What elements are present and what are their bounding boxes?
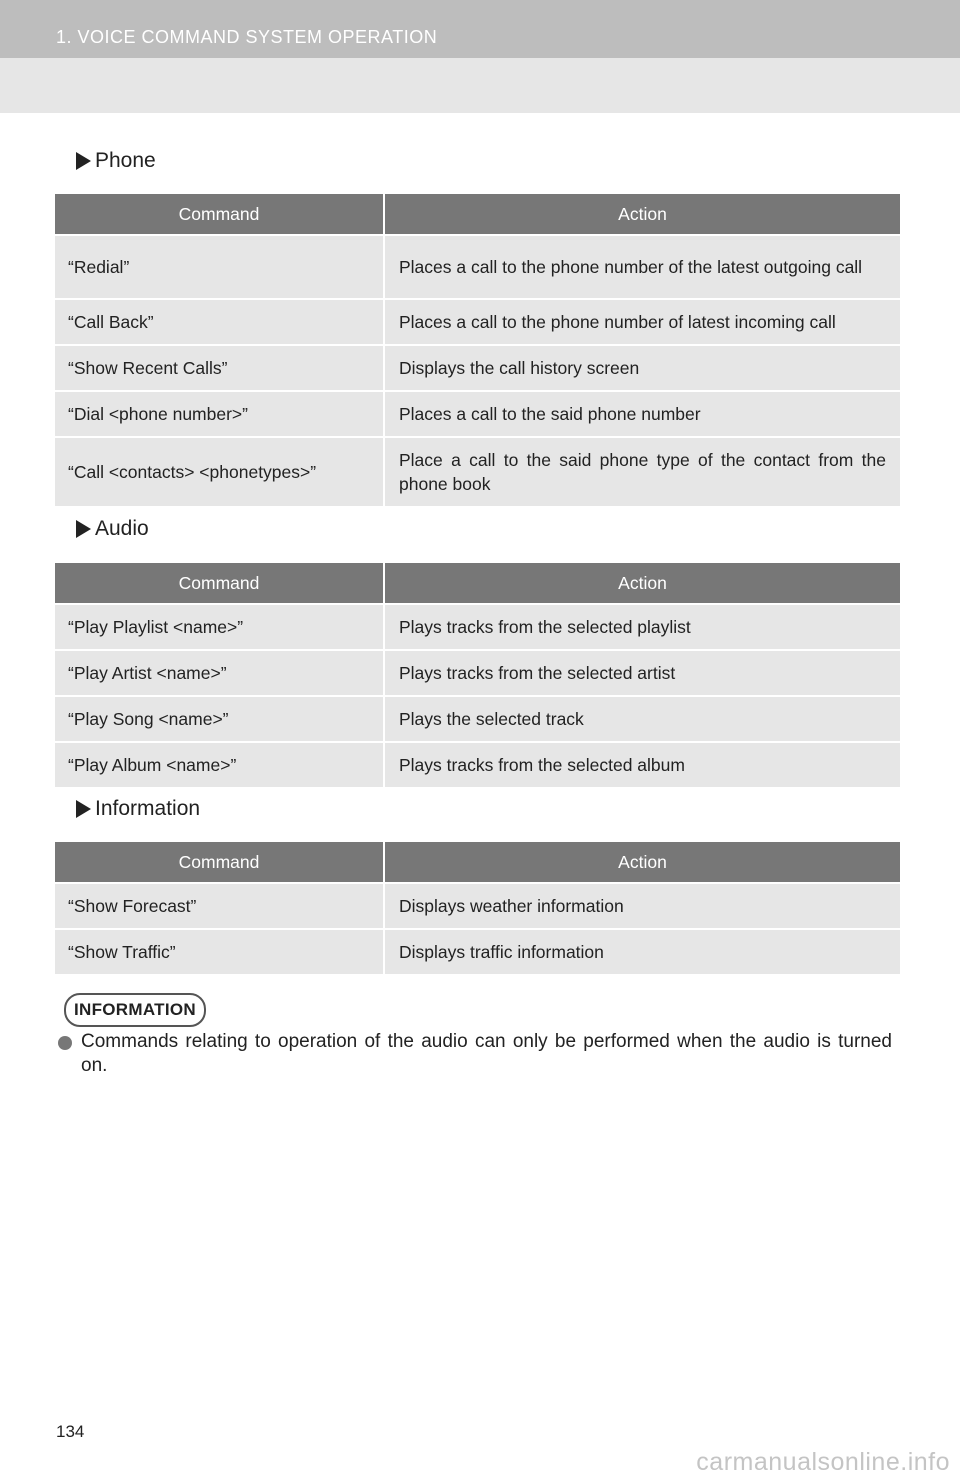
table-row	[55, 235, 900, 299]
command-cell: “Play Song <name>”	[55, 696, 384, 742]
command-cell: “Show Forecast”	[55, 883, 384, 929]
section-heading-audio	[76, 517, 149, 541]
section-title: 1. VOICE COMMAND SYSTEM OPERATION	[56, 27, 438, 47]
audio-command-table	[55, 563, 900, 787]
table-row	[55, 345, 900, 391]
information-item	[58, 1030, 892, 1078]
section-heading-label: Information	[95, 797, 201, 820]
column-header-command: Command	[55, 563, 384, 604]
column-header-command: Command	[55, 194, 384, 235]
information-text: Commands relating to operation of the audio can only be performed when the audio is turned on.	[81, 1031, 892, 1076]
watermark: carmanualsonline.info	[696, 1448, 950, 1476]
action-cell: Places a call to the said phone number	[384, 391, 900, 437]
table-row	[55, 929, 900, 974]
table-row	[55, 604, 900, 650]
column-header-action: Action	[384, 842, 900, 883]
command-cell: “Show Traffic”	[55, 929, 384, 974]
action-cell: Plays the selected track	[384, 696, 900, 742]
command-cell: “Redial”	[55, 235, 384, 299]
command-cell: “Dial <phone number>”	[55, 391, 384, 437]
table-row	[55, 299, 900, 345]
table-header-row	[55, 842, 900, 883]
section-heading-label: Phone	[95, 149, 156, 172]
command-cell: “Call <contacts> <phonetypes>”	[55, 437, 384, 506]
table-row	[55, 696, 900, 742]
command-cell: “Play Artist <name>”	[55, 650, 384, 696]
section-heading-information	[76, 797, 200, 821]
header-bar	[0, 0, 960, 58]
table-header-row	[55, 194, 900, 235]
section-heading-label: Audio	[95, 517, 149, 540]
information-command-table	[55, 842, 900, 974]
bullet-icon	[58, 1036, 72, 1050]
table-row	[55, 437, 900, 506]
table-row	[55, 742, 900, 787]
triangle-right-icon	[76, 152, 91, 170]
page-number: 134	[56, 1422, 85, 1441]
action-cell: Plays tracks from the selected artist	[384, 650, 900, 696]
action-cell: Places a call to the phone number of the latest outgoing call	[384, 235, 900, 299]
command-cell: “Play Album <name>”	[55, 742, 384, 787]
action-cell: Displays the call history screen	[384, 345, 900, 391]
action-cell: Plays tracks from the selected playlist	[384, 604, 900, 650]
triangle-right-icon	[76, 800, 91, 818]
action-cell: Places a call to the phone number of latest incoming call	[384, 299, 900, 345]
column-header-action: Action	[384, 563, 900, 604]
action-cell: Displays weather information	[384, 883, 900, 929]
column-header-action: Action	[384, 194, 900, 235]
header-subbar	[0, 58, 960, 113]
action-cell: Place a call to the said phone type of the contact from the phone book	[384, 437, 900, 506]
command-cell: “Show Recent Calls”	[55, 345, 384, 391]
phone-command-table	[55, 194, 900, 506]
section-heading-phone	[76, 149, 156, 173]
command-cell: “Call Back”	[55, 299, 384, 345]
triangle-right-icon	[76, 520, 91, 538]
table-row	[55, 391, 900, 437]
action-cell: Plays tracks from the selected album	[384, 742, 900, 787]
column-header-command: Command	[55, 842, 384, 883]
table-row	[55, 650, 900, 696]
information-badge: INFORMATION	[64, 993, 206, 1027]
command-cell: “Play Playlist <name>”	[55, 604, 384, 650]
action-cell: Displays traffic information	[384, 929, 900, 974]
table-row	[55, 883, 900, 929]
table-header-row	[55, 563, 900, 604]
